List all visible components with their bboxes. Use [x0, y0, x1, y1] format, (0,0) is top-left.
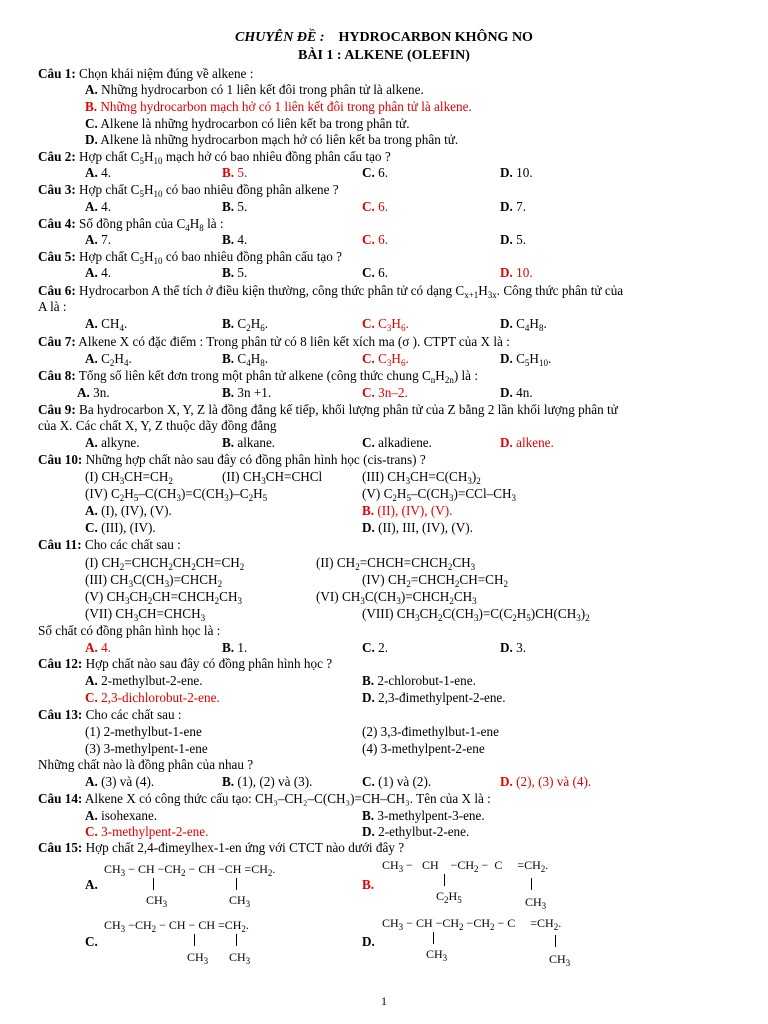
- q15-option-c-label: C.: [85, 934, 98, 949]
- q2-option-c: C. 6.: [362, 165, 389, 180]
- q6-option-c: C. $C_3H_6$.: [362, 316, 409, 333]
- q15-structure-d: $CH_3$ − CH $-CH_2 -CH_2 - C$ $=CH_2$.: [382, 916, 562, 932]
- q1-option-a: A. Những hydrocarbon có 1 liên kết đôi trong phân tử là alkene.: [85, 82, 424, 97]
- q11-compound-2: (II) $CH_2=CHCH=CHCH_2CH_3$: [316, 555, 476, 572]
- q10-compound-iv: (IV) $C_2H_5-C(CH_3)=C(CH_3)-C_2H_5$: [85, 486, 268, 503]
- q9-option-a: A. alkyne.: [85, 435, 140, 450]
- q10-compound-v: (V) $C_2H_5-C(CH_3)=CCl-CH_3$: [362, 486, 517, 503]
- q11-option-b: B. 1.: [222, 640, 248, 655]
- q11-option-c: C. 2.: [362, 640, 389, 655]
- q10-option-a: A. (I), (IV), (V).: [85, 503, 172, 518]
- q5-option-d: D. 10.: [500, 265, 533, 280]
- q12-option-c: C. 2,3-dichlorobut-2-ene.: [85, 690, 220, 705]
- q10-option-b: B. (II), (IV), (V).: [362, 503, 453, 518]
- question-2: Câu 2: Hợp chất $C_5H_{10}$ mạch hở có bao nhiêu đồng phân cấu tạo ?: [38, 149, 391, 166]
- question-3: Câu 3: Hợp chất $C_5H_{10}$ có bao nhiêu đồng phân alkene ?: [38, 182, 339, 199]
- q11-compound-3: (III) $CH_3C(CH_3)=CHCH_2$: [85, 572, 223, 589]
- q10-compound-iii: (III) $CH_3CH=C(CH_3)_2$: [362, 469, 481, 486]
- q5-option-a: A. 4.: [85, 265, 112, 280]
- q7-option-a: A. $C_2H_4$.: [85, 351, 132, 368]
- methyl-branch: $CH_3$: [229, 893, 251, 909]
- methyl-branch: $CH_3$: [525, 895, 547, 911]
- question-5: Câu 5: Hợp chất $C_5H_{10}$ có bao nhiêu đồng phân cấu tạo ?: [38, 249, 342, 266]
- q2-option-d: D. 10.: [500, 165, 533, 180]
- q8-option-d: D. 4n.: [500, 385, 533, 400]
- q2-option-b: B. 5.: [222, 165, 248, 180]
- q5-option-c: C. 6.: [362, 265, 389, 280]
- q3-option-a: A. 4.: [85, 199, 112, 214]
- q13-item-2: (2) 3,3-đimethylbut-1-ene: [362, 724, 499, 739]
- q11-option-a: A. 4.: [85, 640, 112, 655]
- q12-option-d: D. 2,3-đimethylpent-2-ene.: [362, 690, 506, 705]
- q9-option-d: D. alkene.: [500, 435, 554, 450]
- q15-structure-a: $CH_3$ − CH $-CH_2$ − CH $-CH =CH_2$.: [104, 862, 276, 878]
- q10-compound-ii: (II) $CH_3CH=CHCl$: [222, 469, 323, 486]
- methyl-branch: $CH_3$: [187, 950, 209, 966]
- bond-line: [153, 878, 154, 890]
- question-4: Câu 4: Số đồng phân của $C_4H_8$ là :: [38, 216, 224, 233]
- q15-option-a-label: A.: [85, 877, 98, 892]
- question-11-prompt: Số chất có đồng phân hình học là :: [38, 623, 221, 638]
- q3-option-b: B. 5.: [222, 199, 248, 214]
- q13-item-3: (3) 3-methylpent-1-ene: [85, 741, 208, 756]
- bond-line: [531, 878, 532, 890]
- q15-structure-c: $CH_3 -CH_2$ − CH − CH $=CH_2$.: [104, 918, 249, 934]
- question-1: Câu 1: Chọn khái niệm đúng về alkene :: [38, 66, 254, 81]
- question-15: Câu 15: Hợp chất 2,4-đimeylhex-1-en ứng với CTCT nào dưới đây ?: [38, 840, 405, 855]
- bond-line: [433, 932, 434, 944]
- q5-option-b: B. 5.: [222, 265, 248, 280]
- q11-compound-6: (VI) $CH_3C(CH_3)=CHCH_2CH_3$: [316, 589, 477, 606]
- q9-option-c: C. alkadiene.: [362, 435, 432, 450]
- q11-compound-7: (VII) $CH_3CH=CHCH_3$: [85, 606, 206, 623]
- q11-option-d: D. 3.: [500, 640, 527, 655]
- q14-option-a: A. isohexane.: [85, 808, 158, 823]
- q1-option-b: B. Những hydrocarbon mạch hở có 1 liên kết đôi trong phân tử là alkene.: [85, 99, 472, 114]
- question-10: Câu 10: Những hợp chất nào sau đây có đồng phân hình học (cis-trans) ?: [38, 452, 426, 467]
- question-13: Câu 13: Cho các chất sau :: [38, 707, 182, 722]
- question-14: Câu 14: Alkene X có công thức cấu tạo: CH₃–CH₂–C(CH₃)=CH–CH₃. Tên của X là :: [38, 791, 491, 806]
- page-number: 1: [381, 994, 387, 1008]
- q10-compound-i: (I) $CH_3CH=CH_2$: [85, 469, 173, 486]
- bond-line: [236, 878, 237, 890]
- q13-item-4: (4) 3-methylpent-2-ene: [362, 741, 485, 756]
- q4-option-a: A. 7.: [85, 232, 112, 247]
- question-13-prompt: Những chất nào là đồng phân của nhau ?: [38, 757, 254, 772]
- q12-option-b: B. 2-chlorobut-1-ene.: [362, 673, 476, 688]
- question-9: Câu 9: Ba hydrocarbon X, Y, Z là đồng đẳng kế tiếp, khối lượng phân tử của Z bằng 2 lần khối lượng phân tử: [38, 402, 618, 417]
- q13-option-b: B. (1), (2) và (3).: [222, 774, 313, 789]
- question-6: Câu 6: Hydrocarbon A thể tích ở điều kiện thường, công thức phân tử có dạng $C_{x+1}H_{3x}$. Công thức phân tử của: [38, 283, 624, 300]
- q6-option-d: D. $C_4H_8$.: [500, 316, 547, 333]
- q13-option-d: D. (2), (3) và (4).: [500, 774, 592, 789]
- question-8: Câu 8: Tổng số liên kết đơn trong một phân tử alkene (công thức chung $C_nH_{2n}$) là :: [38, 368, 478, 385]
- ethyl-branch: $C_2H_5$: [436, 889, 462, 905]
- topic-label: CHUYÊN ĐỀ :: [235, 30, 325, 45]
- q2-option-a: A. 4.: [85, 165, 112, 180]
- q12-option-a: A. 2-methylbut-2-ene.: [85, 673, 203, 688]
- q15-option-d-label: D.: [362, 934, 375, 949]
- bond-line: [194, 934, 195, 946]
- methyl-branch: $CH_3$: [229, 950, 251, 966]
- q4-option-c: C. 6.: [362, 232, 389, 247]
- q10-option-d: D. (II), III, (IV), (V).: [362, 520, 473, 535]
- q6-option-b: B. $C_2H_6$.: [222, 316, 269, 333]
- q13-option-a: A. (3) và (4).: [85, 774, 155, 789]
- q11-compound-1: (I) $CH_2=CHCH_2CH_2CH=CH_2$: [85, 555, 245, 572]
- q15-structure-b: $CH_3$ − CH $-CH_2 - C$ $=CH_2$.: [382, 858, 549, 874]
- question-6-cont: A là :: [38, 299, 67, 314]
- q11-compound-4: (IV) $CH_2=CHCH_2CH=CH_2$: [362, 572, 508, 589]
- q14-option-b: B. 3-methylpent-3-ene.: [362, 808, 485, 823]
- question-11: Câu 11: Cho các chất sau :: [38, 537, 181, 552]
- q6-option-a: A. $CH_4$.: [85, 316, 128, 333]
- bond-line: [444, 874, 445, 886]
- question-9-cont: của X. Các chất X, Y, Z thuộc dãy đồng đẳng: [38, 418, 277, 433]
- q14-option-d: D. 2-ethylbut-2-ene.: [362, 824, 470, 839]
- q7-option-b: B. $C_4H_8$.: [222, 351, 269, 368]
- q4-option-d: D. 5.: [500, 232, 527, 247]
- q1-option-c: C. Alkene là những hydrocarbon có liên kết ba trong phân tử.: [85, 116, 410, 131]
- q8-option-c: C. 3n–2.: [362, 385, 408, 400]
- q11-compound-8: (VIII) $CH_3CH_2C(CH_3)=C(C_2H_5)CH(CH_3)_2$: [362, 606, 590, 623]
- q8-option-a: A. 3n.: [77, 385, 110, 400]
- q11-compound-5: (V) $CH_3CH_2CH=CHCH_2CH_3$: [85, 589, 242, 606]
- lesson-title: BÀI 1 : ALKENE (OLEFIN): [298, 48, 470, 63]
- topic-title: [0, 30, 768, 46]
- q10-option-c: C. (III), (IV).: [85, 520, 156, 535]
- bond-line: [555, 935, 556, 947]
- q9-option-b: B. alkane.: [222, 435, 276, 450]
- q13-item-1: (1) 2-methylbut-1-ene: [85, 724, 202, 739]
- q7-option-c: C. $C_3H_6$.: [362, 351, 409, 368]
- q13-option-c: C. (1) và (2).: [362, 774, 432, 789]
- methyl-branch: $CH_3$: [426, 947, 448, 963]
- q14-option-c: C. 3-methylpent-2-ene.: [85, 824, 209, 839]
- q4-option-b: B. 4.: [222, 232, 248, 247]
- methyl-branch: $CH_3$: [146, 893, 168, 909]
- q15-option-b-label: B.: [362, 877, 375, 892]
- question-7: Câu 7: Alkene X có đặc điểm : Trong phân tử có 8 liên kết xích ma (σ ). CTPT của X là :: [38, 334, 510, 349]
- topic-text: HYDROCARBON KHÔNG NO: [338, 30, 533, 45]
- q7-option-d: D. $C_5H_{10}$.: [500, 351, 552, 368]
- methyl-branch: $CH_3$: [549, 952, 571, 968]
- q8-option-b: B. 3n +1.: [222, 385, 272, 400]
- q3-option-c: C. 6.: [362, 199, 389, 214]
- question-12: Câu 12: Hợp chất nào sau đây có đồng phân hình học ?: [38, 656, 333, 671]
- bond-line: [236, 934, 237, 946]
- q1-option-d: D. Alkene là những hydrocarbon mạch hở có liên kết ba trong phân tử.: [85, 132, 459, 147]
- q3-option-d: D. 7.: [500, 199, 527, 214]
